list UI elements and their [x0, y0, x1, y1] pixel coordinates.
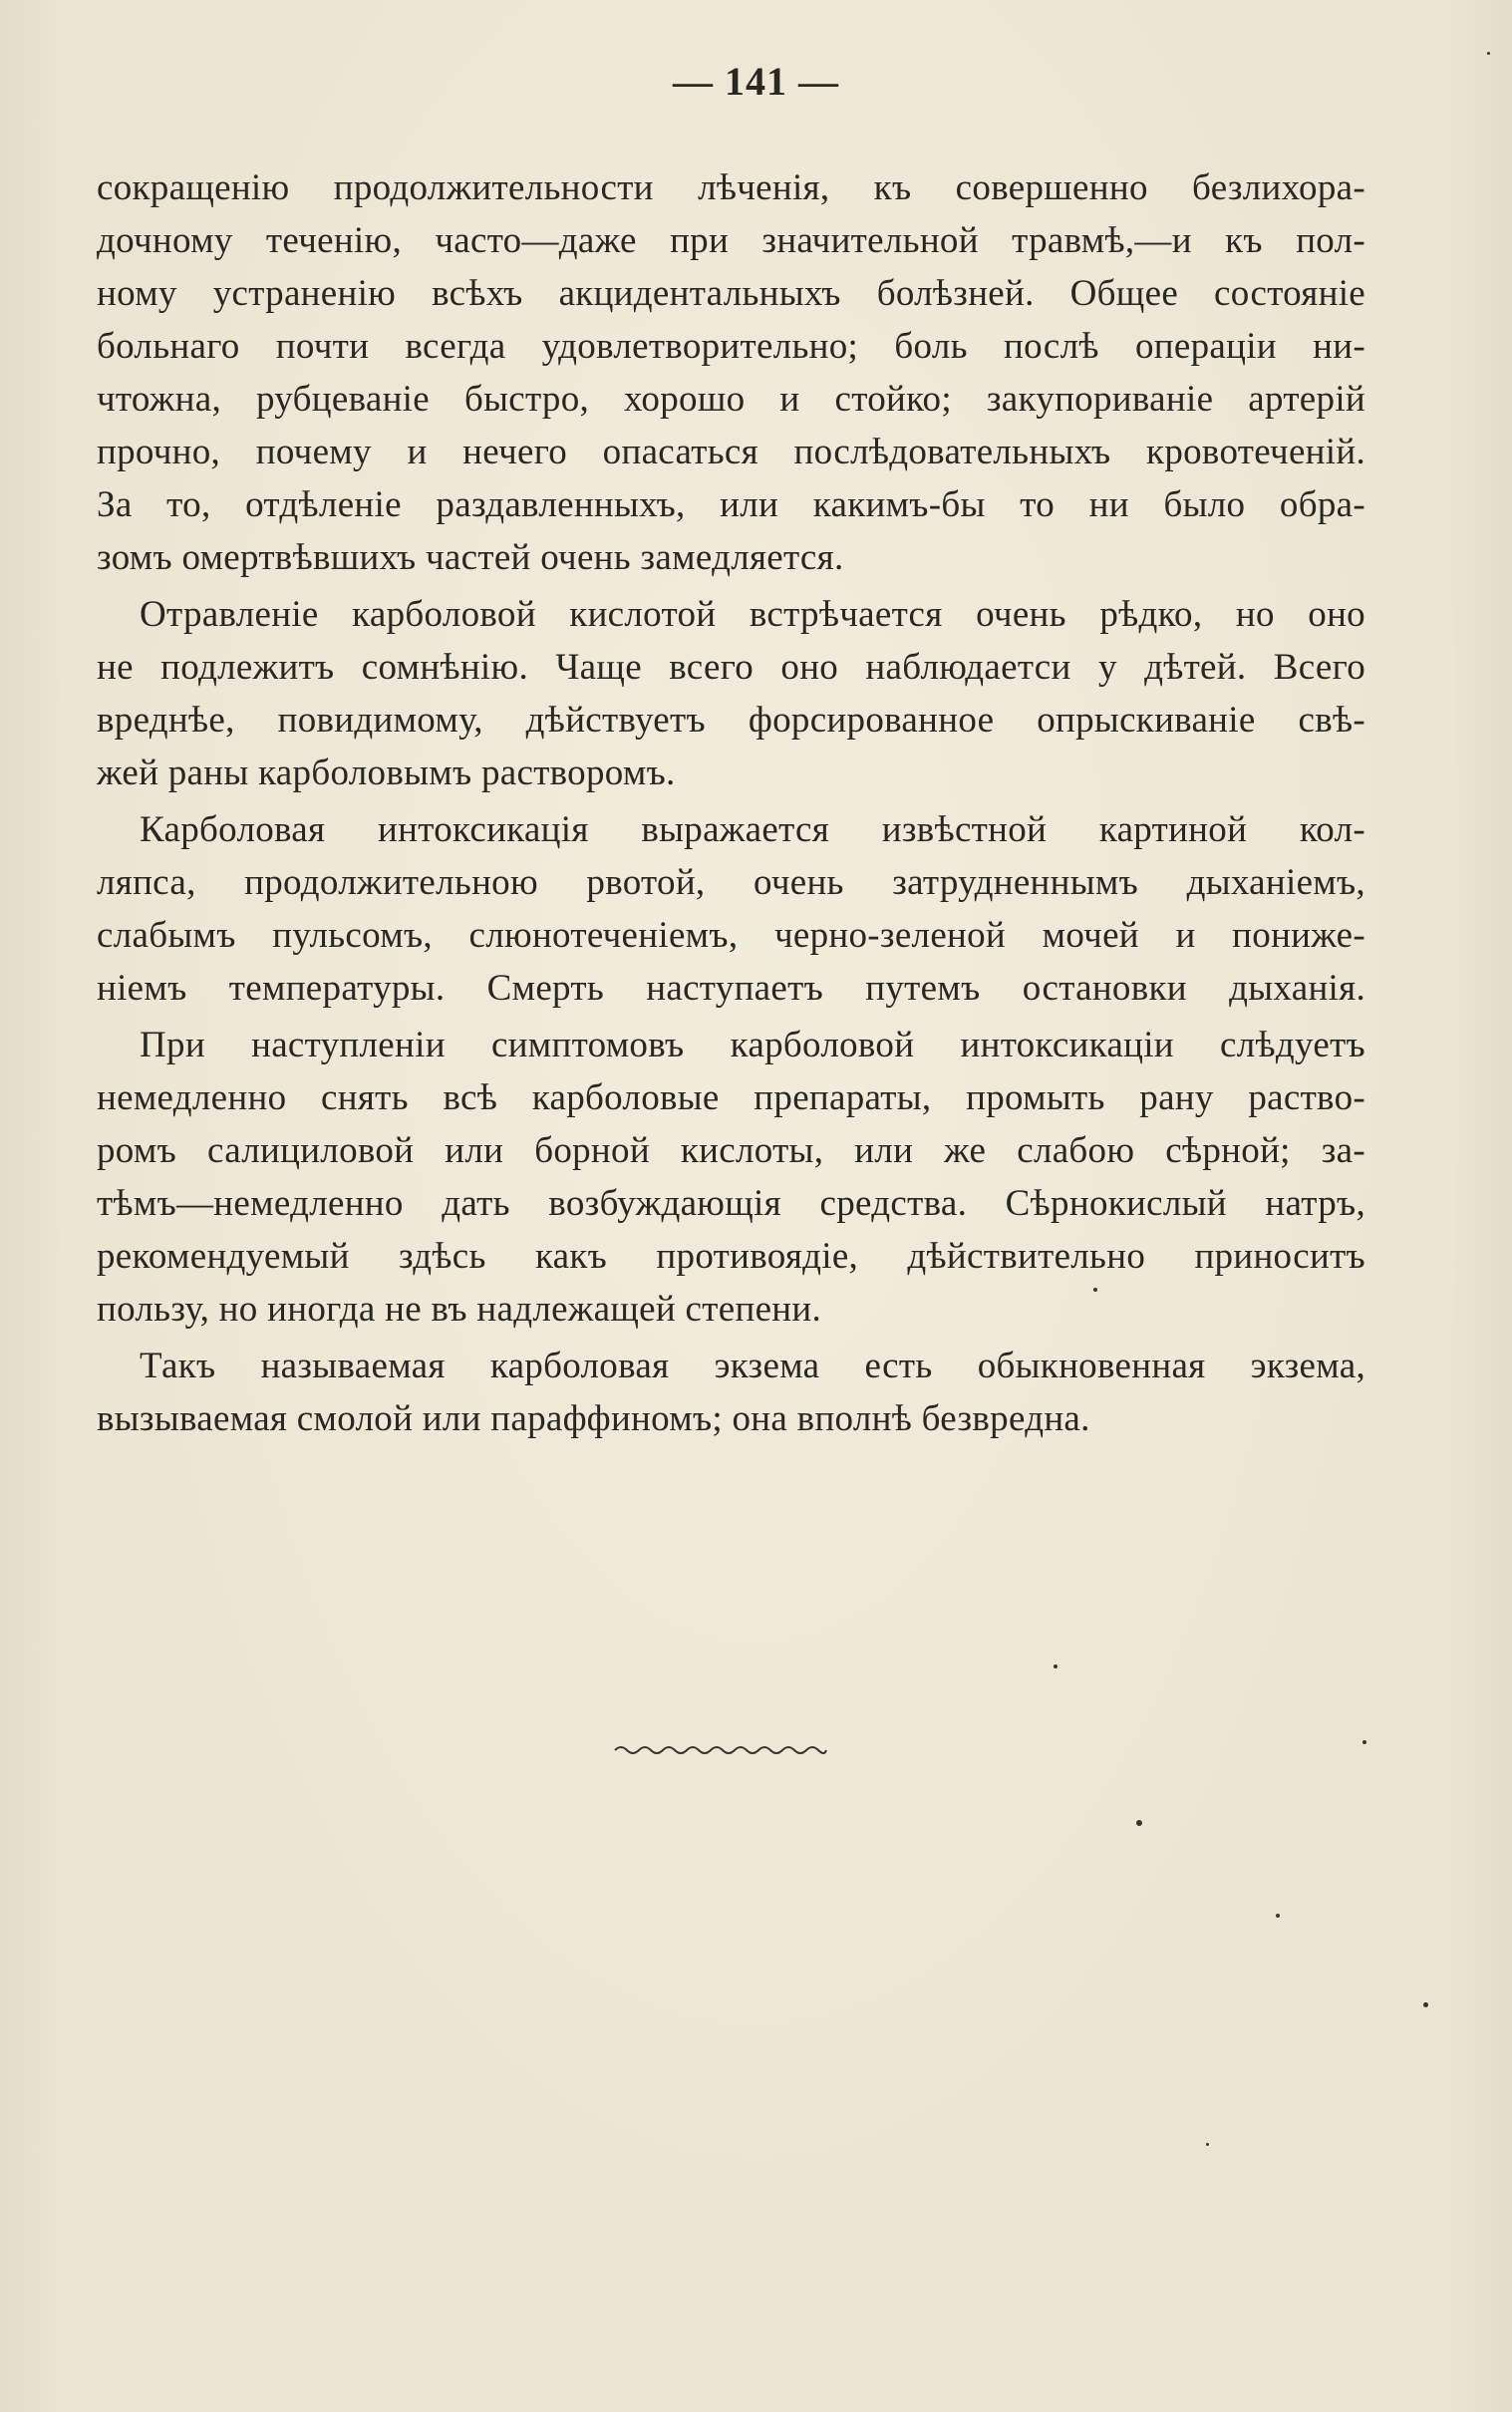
text-line: Отравленіе карболовой кислотой встрѣчается очень рѣдко, но оно	[140, 594, 1365, 635]
text-line: не подлежитъ сомнѣнію. Чаще всего оно наблюдаетси у дѣтей. Всего	[97, 647, 1365, 688]
text-line: ляпса, продолжительною рвотой, очень затрудненнымъ дыханіемъ,	[97, 862, 1365, 903]
text-line: жей раны карболовымъ растворомъ.	[97, 753, 676, 793]
text-line: вызываемая смолой или параффиномъ; она вполнѣ безвредна.	[97, 1398, 1090, 1439]
text-line: Карболовая интоксикація выражается извѣстной картиной кол-	[140, 809, 1365, 850]
text-line: больнаго почти всегда удовлетворительно; боль послѣ операціи ни-	[97, 326, 1365, 367]
text-line: ному устраненію всѣхъ акцидентальныхъ болѣзней. Общее состояніе	[97, 273, 1365, 314]
page-number: — 141 —	[673, 59, 839, 104]
print-speck	[1423, 2002, 1428, 2007]
text-line: вреднѣе, повидимому, дѣйствуетъ форсированное опрыскиваніе свѣ-	[97, 700, 1365, 741]
text-line: дочному теченію, часто—даже при значительной травмѣ,—и къ пол-	[97, 220, 1365, 261]
print-speck	[1487, 52, 1490, 55]
text-line: При наступленіи симптомовъ карболовой интоксикаціи слѣдуетъ	[140, 1025, 1365, 1065]
text-line: рекомендуемый здѣсь какъ противоядіе, дѣйствительно приноситъ	[97, 1236, 1365, 1277]
text-line: слабымъ пульсомъ, слюнотеченіемъ, черно-зеленой мочей и пониже-	[97, 915, 1365, 956]
text-line: ромъ салициловой или борной кислоты, или же слабою сѣрной; за-	[97, 1130, 1365, 1171]
text-line: сокращенію продолжительности лѣченія, къ совершенно безлихора-	[97, 167, 1365, 208]
print-speck	[1136, 1820, 1142, 1826]
text-line: ніемъ температуры. Смерть наступаетъ путемъ остановки дыханія.	[97, 968, 1365, 1009]
print-speck	[1362, 1740, 1366, 1744]
text-line: зомъ омертвѣвшихъ частей очень замедляется.	[97, 537, 844, 578]
print-speck	[1206, 2143, 1209, 2146]
text-line: чтожна, рубцеваніе быстро, хорошо и стойко; закупориваніе артерій	[97, 379, 1365, 420]
wavy-rule-ornament	[613, 1742, 827, 1758]
text-line: прочно, почему и нечего опасаться послѣдовательныхъ кровотеченій.	[97, 432, 1365, 472]
text-line: Такъ называемая карболовая экзема есть обыкновенная экзема,	[140, 1346, 1365, 1386]
print-speck	[1093, 1288, 1097, 1292]
print-speck	[1054, 1664, 1058, 1668]
print-speck	[1276, 1914, 1280, 1918]
body-text	[97, 161, 1365, 1445]
text-line: немедленно снять всѣ карболовые препараты, промыть рану раство-	[97, 1077, 1365, 1118]
text-line: пользу, но иногда не въ надлежащей степени.	[97, 1289, 822, 1330]
text-line: тѣмъ—немедленно дать возбуждающія средства. Сѣрнокислый натръ,	[97, 1183, 1365, 1224]
text-line: За то, отдѣленіе раздавленныхъ, или какимъ-бы то ни было обра-	[97, 484, 1365, 525]
